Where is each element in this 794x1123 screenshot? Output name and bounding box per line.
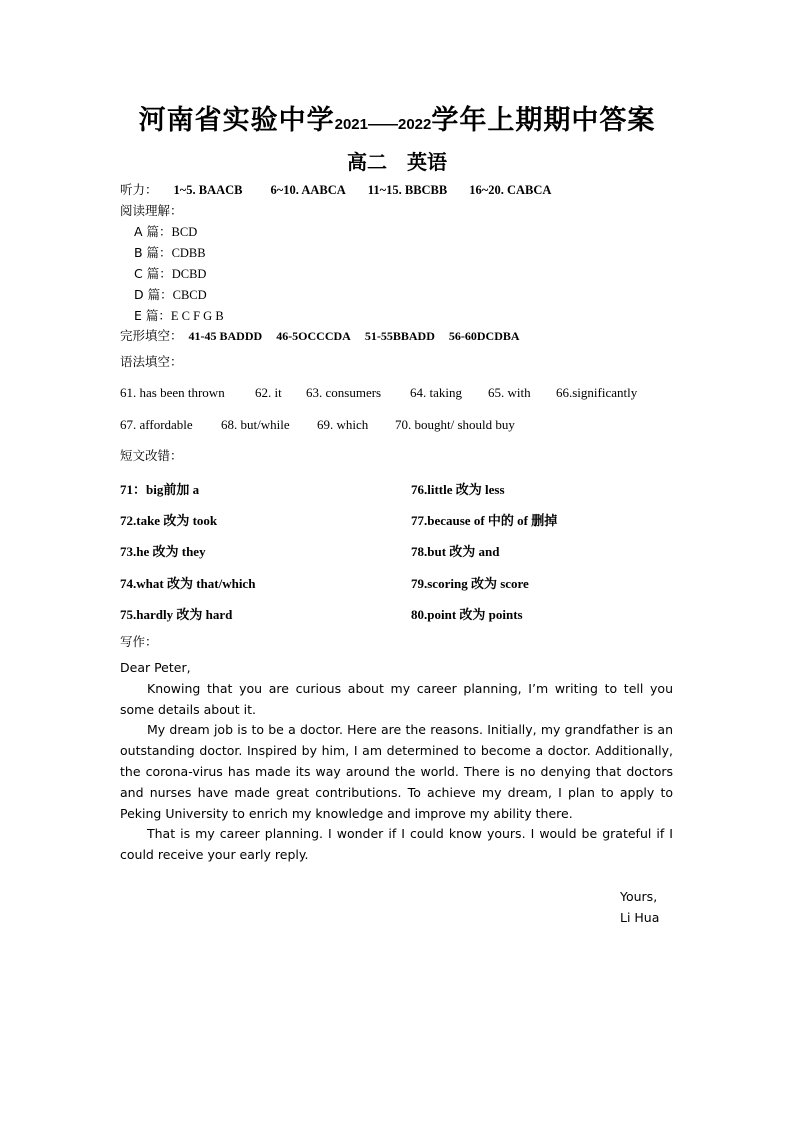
grammar-answer: 70. bought/ should buy [395,417,515,432]
reading-item-name: A 篇： [134,224,172,239]
listening-answer: 6~10. AABCA [270,183,346,197]
correction-item: 78.but 改为 and [411,544,500,559]
grammar-answer: 67. affordable [120,417,193,432]
grammar-answer: 61. has been thrown [120,385,225,400]
grammar-answer: 66.significantly [556,385,638,400]
correction-item: 73.he 改为 they [120,544,206,559]
grammar-answer: 63. consumers [306,385,382,400]
listening-answer: 11~15. BBCBB [367,183,448,197]
correction-item: 76.little 改为 less [411,482,505,497]
letter-paragraph: That is my career planning. I wonder if I could know yours. I would be grateful if I could receive your early reply. [120,826,673,863]
correction-label-text: 短文改错： [120,448,183,463]
grammar-answer: 69. which [317,417,369,432]
correction-label [120,448,183,464]
letter-paragraph: My dream job is to be a doctor. Here are the reasons. Initially, my grandfather is an outstanding doctor. Inspired by him, I am determined to become a doctor. Additionally, the corona-virus has made its way around the world. There is no denying that doctors and nurses have made great contributions. To achieve my dream, I plan to apply to Peking University to enrich my knowledge and improve my ability there. [120,722,673,821]
correction-item: 79.scoring 改为 score [411,576,529,591]
letter-signature: Li Hua [620,910,660,925]
reading-item-name: D 篇： [134,287,173,302]
grammar-answer: 64. taking [410,385,462,400]
reading-item [134,266,206,282]
reading-item-name: C 篇： [134,266,172,281]
listening-label: 听力： [120,182,158,197]
page-subtitle: 高二 英语 [347,150,447,174]
grammar-label-text: 语法填空： [120,354,183,369]
correction-item: 77.because of 中的 of 删掉 [411,513,558,528]
reading-item-answer: BCD [171,225,198,239]
reading-item-name: E 篇： [134,308,171,323]
cloze-answer: 56-60DCDBA [448,329,520,343]
page-title [0,98,794,137]
reading-label-text: 阅读理解： [120,203,183,218]
reading-item [134,308,224,324]
correction-item: 71：big前加 a [120,482,200,497]
reading-item-answer: DCBD [171,267,207,281]
letter-salutation: Dear Peter, [120,660,191,675]
cloze-answer: 51-55BBADD [364,329,435,343]
listening-answer: 16~20. CABCA [469,183,552,197]
correction-item: 74.what 改为 that/which [120,576,256,591]
letter-closing: Yours, [620,889,658,904]
reading-item [134,224,197,240]
reading-item-answer: CBCD [172,288,207,302]
reading-label [120,203,183,219]
cloze-label: 完形填空： [120,328,183,343]
reading-item-answer: CDBB [171,246,206,260]
listening-answer: 1~5. BAACB [173,183,243,197]
correction-item: 75.hardly 改为 hard [120,607,233,622]
writing-label-text: 写作： [120,634,158,649]
reading-item [134,245,206,261]
reading-item-name: B 篇： [134,245,172,260]
correction-item: 72.take 改为 took [120,513,218,528]
reading-item-answer: E C F G B [170,309,224,323]
grammar-label [120,354,183,370]
correction-item: 80.point 改为 points [411,607,523,622]
title-school: 河南省实验中学 [138,105,335,136]
grammar-answer: 68. but/while [221,417,290,432]
grammar-answer: 62. it [255,385,282,400]
listening-section [120,182,551,198]
title-term: 学年上期期中答案 [431,105,656,136]
cloze-section [120,328,520,344]
letter-paragraph: Knowing that you are curious about my career planning, I’m writing to tell you some details about it. [120,680,673,717]
grammar-answer: 65. with [488,385,531,400]
cloze-answer: 46-5OCCCDA [276,329,351,343]
cloze-answer: 41-45 BADDD [188,329,263,343]
reading-item [134,287,207,303]
letter-body [120,658,673,866]
title-year: 2021——2022 [334,116,432,133]
writing-label [120,634,158,650]
